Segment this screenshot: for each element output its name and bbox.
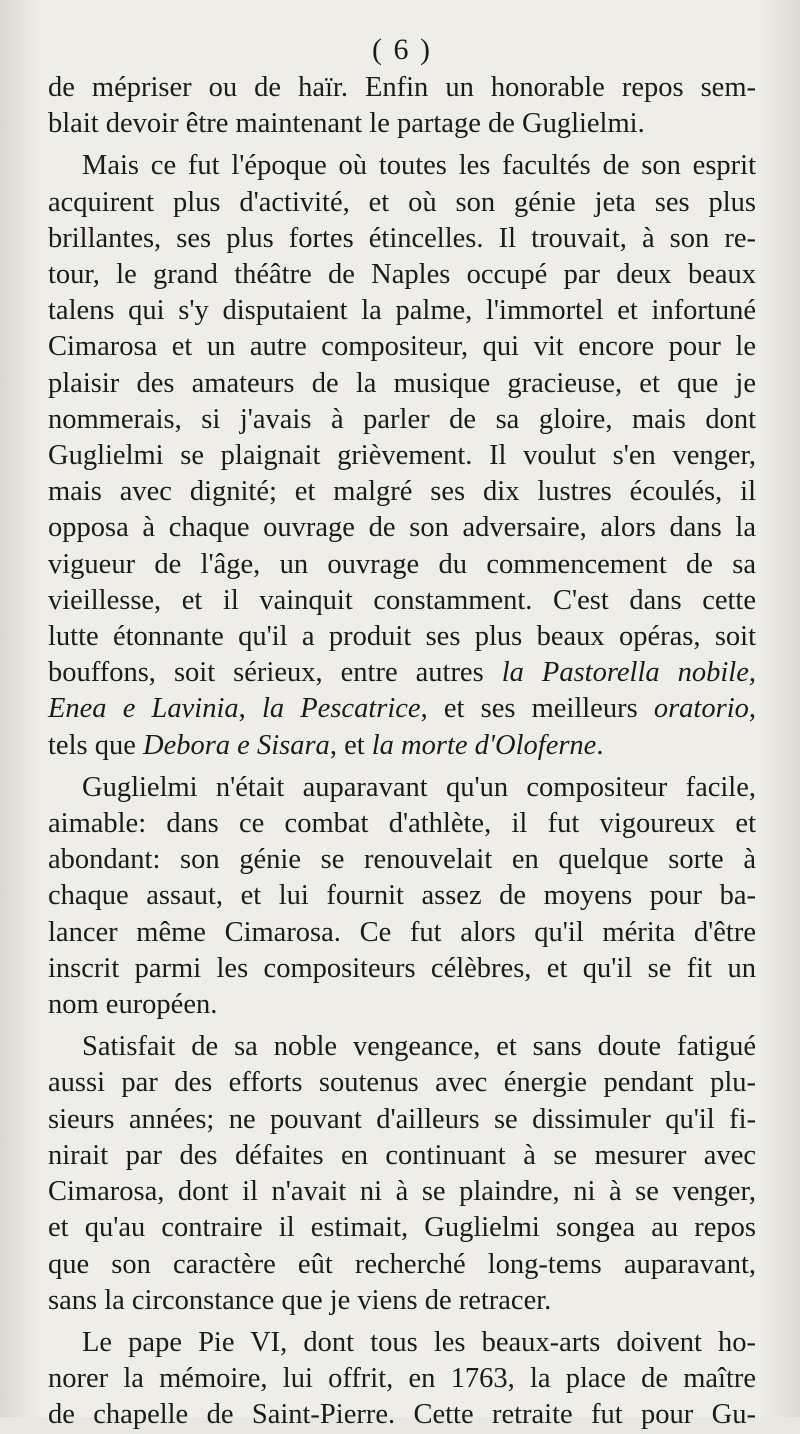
text-segment: chaque assaut, et lui fournit assez de moyens pour ba-	[48, 880, 756, 912]
italic-title: Debora e Sisara	[142, 729, 330, 761]
text-segment: ,	[748, 693, 756, 725]
text-segment: blait devoir être maintenant le partage de Guglielmi.	[48, 108, 645, 140]
text-line	[48, 619, 756, 655]
paragraph	[48, 148, 756, 763]
text-segment: sieurs années; ne pouvant d'ailleurs se dissimuler qu'il fi-	[48, 1103, 756, 1135]
text-line	[48, 1325, 756, 1361]
text-segment: Cimarosa et un autre compositeur, qui vit encore pour le	[48, 331, 756, 363]
text-line	[48, 402, 756, 438]
text-line	[48, 1361, 756, 1397]
text-line	[48, 951, 756, 987]
text-segment: Guglielmi n'était auparavant qu'un compositeur facile,	[82, 771, 756, 803]
text-segment: .	[596, 729, 604, 761]
text-segment: talens qui s'y disputaient la palme, l'immortel et infortuné	[48, 295, 756, 327]
text-line	[48, 1029, 756, 1065]
text-segment: tels que	[48, 729, 143, 761]
text-segment: Le pape Pie VI, dont tous les beaux-arts doivent ho-	[82, 1326, 756, 1358]
text-line	[48, 329, 756, 365]
text-segment: abondant: son génie se renouvelait en quelque sorte à	[48, 844, 756, 876]
italic-title: Enea e Lavinia	[48, 693, 239, 725]
text-segment: mais avec dignité; et malgré ses dix lustres écoulés, il	[48, 476, 756, 508]
text-segment: plaisir des amateurs de la musique gracieuse, et que je	[48, 367, 756, 399]
text-line	[48, 1174, 756, 1210]
text-line	[48, 1065, 756, 1101]
text-segment: ,	[238, 693, 262, 725]
text-line	[48, 438, 756, 474]
text-segment: tour, le grand théâtre de Naples occupé par deux beaux	[48, 259, 756, 291]
text-line	[48, 1138, 756, 1174]
text-segment: aimable: dans ce combat d'athlète, il fut vigoureux et	[48, 808, 756, 840]
text-line	[48, 474, 756, 510]
text-segment: nirait par des défaites en continuant à se mesurer avec	[48, 1139, 756, 1171]
text-line	[48, 70, 756, 106]
text-line	[48, 185, 756, 221]
text-line	[48, 510, 756, 546]
text-line	[48, 691, 756, 727]
text-line	[48, 1283, 756, 1319]
page-number: ( 6 )	[372, 33, 432, 66]
text-segment: Cimarosa, dont il n'avait ni à se plaindre, ni à se venger,	[48, 1176, 756, 1208]
text-segment: bouffons, soit sérieux, entre autres	[48, 657, 502, 689]
text-line	[48, 655, 756, 691]
text-line	[48, 806, 756, 842]
text-segment: , et ses meilleurs	[420, 693, 654, 725]
text-segment: opposa à chaque ouvrage de son adversaire, alors dans la	[48, 512, 756, 544]
text-line	[48, 987, 756, 1023]
text-segment: lancer même Cimarosa. Ce fut alors qu'il mérita d'être	[48, 916, 756, 948]
text-line	[48, 547, 756, 583]
italic-title: la Pastorella nobile,	[501, 657, 757, 689]
text-line	[48, 148, 756, 184]
text-line	[48, 1247, 756, 1283]
text-line	[48, 915, 756, 951]
text-segment: inscrit parmi les compositeurs célèbres, et qu'il se fit un	[48, 952, 756, 984]
italic-title: la morte d'Oloferne	[371, 729, 597, 761]
text-line	[48, 366, 756, 402]
text-line	[48, 1397, 756, 1433]
text-segment: sans la circonstance que je viens de retracer.	[48, 1284, 552, 1316]
text-segment: vieillesse, et il vainquit constamment. C'est dans cette	[48, 584, 756, 616]
body-text	[48, 70, 756, 1434]
paragraph	[48, 70, 756, 142]
text-segment: Satisfait de sa noble vengeance, et sans doute fatigué	[82, 1031, 756, 1063]
text-segment: nom européen.	[48, 989, 218, 1021]
text-line	[48, 1210, 756, 1246]
text-line	[48, 293, 756, 329]
text-segment: norer la mémoire, lui offrit, en 1763, la place de maître	[48, 1363, 756, 1395]
text-segment: lutte étonnante qu'il a produit ses plus beaux opéras, soit	[48, 621, 756, 653]
italic-title: oratorio	[653, 693, 749, 725]
text-segment: , et	[329, 729, 372, 761]
paragraph	[48, 1325, 756, 1434]
paragraph	[48, 1029, 756, 1319]
text-line	[48, 728, 756, 764]
text-segment: de chapelle de Saint-Pierre. Cette retraite fut pour Gu-	[48, 1399, 756, 1431]
text-segment: nommerais, si j'avais à parler de sa gloire, mais dont	[48, 403, 756, 435]
text-segment: de mépriser ou de haïr. Enfin un honorable repos sem-	[48, 72, 756, 103]
text-line	[48, 221, 756, 257]
text-segment: Guglielmi se plaignait grièvement. Il voulut s'en venger,	[48, 440, 756, 472]
text-line	[48, 583, 756, 619]
text-segment: acquirent plus d'activité, et où son génie jeta ses plus	[48, 186, 756, 218]
text-line	[48, 106, 756, 142]
text-line	[48, 257, 756, 293]
paragraph	[48, 770, 756, 1023]
text-segment: aussi par des efforts soutenus avec énergie pendant plu-	[48, 1067, 756, 1099]
italic-title: la Pescatrice	[261, 693, 421, 725]
text-segment: Mais ce fut l'époque où toutes les facultés de son esprit	[82, 150, 756, 182]
text-segment: vigueur de l'âge, un ouvrage du commencement de sa	[48, 548, 756, 580]
text-line	[48, 878, 756, 914]
text-line	[48, 1102, 756, 1138]
text-line	[48, 842, 756, 878]
text-segment: brillantes, ses plus fortes étincelles. Il trouvait, à son re-	[48, 222, 756, 254]
text-line	[48, 770, 756, 806]
text-segment: que son caractère eût recherché long-tems auparavant,	[48, 1248, 756, 1280]
text-segment: et qu'au contraire il estimait, Guglielmi songea au repos	[48, 1212, 756, 1244]
